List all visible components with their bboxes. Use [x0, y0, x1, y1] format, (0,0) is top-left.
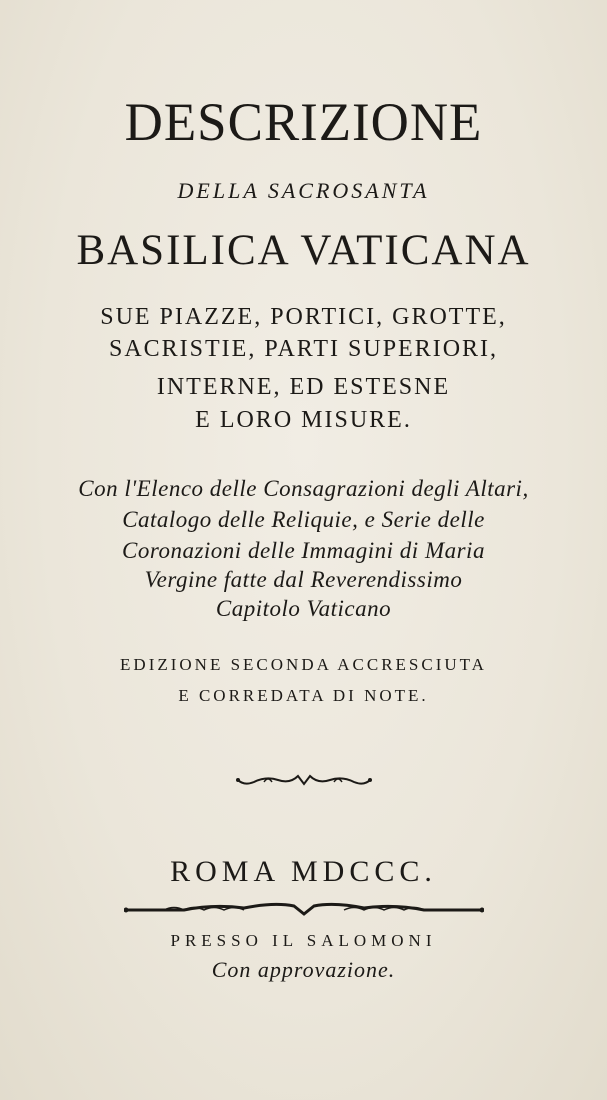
rule-ornament-icon [0, 898, 607, 920]
description-line: Coronazioni delle Immagini di Maria [122, 538, 485, 563]
place-date: ROMA MDCCC. [170, 855, 437, 888]
description-line: Con l'Elenco delle Consagrazioni degli Altari, [78, 476, 529, 501]
approval-note: Con approvazione. [211, 957, 396, 982]
description-line: Catalogo delle Reliquie, e Serie delle [122, 507, 485, 532]
printer-name: PRESSO IL SALOMONI [170, 931, 437, 950]
description-line: Capitolo Vaticano [215, 596, 392, 621]
subject-line: INTERNE, ED ESTESNE [156, 374, 451, 400]
description-line: Vergine fatte dal Reverendissimo [144, 567, 463, 592]
secondary-title: BASILICA VATICANA [76, 227, 531, 274]
ornament-divider-icon [0, 770, 607, 790]
subject-line: SACRISTIE, PARTI SUPERIORI, [108, 336, 499, 362]
subject-line: E LORO MISURE. [195, 407, 412, 433]
edition-line: EDIZIONE SECONDA ACCRESCIUTA [120, 655, 487, 674]
subtitle: DELLA SACROSANTA [177, 178, 430, 203]
subject-line: SUE PIAZZE, PORTICI, GROTTE, [100, 304, 507, 330]
edition-line: E CORREDATA DI NOTE. [178, 686, 429, 705]
main-title: DESCRIZIONE [124, 92, 483, 152]
